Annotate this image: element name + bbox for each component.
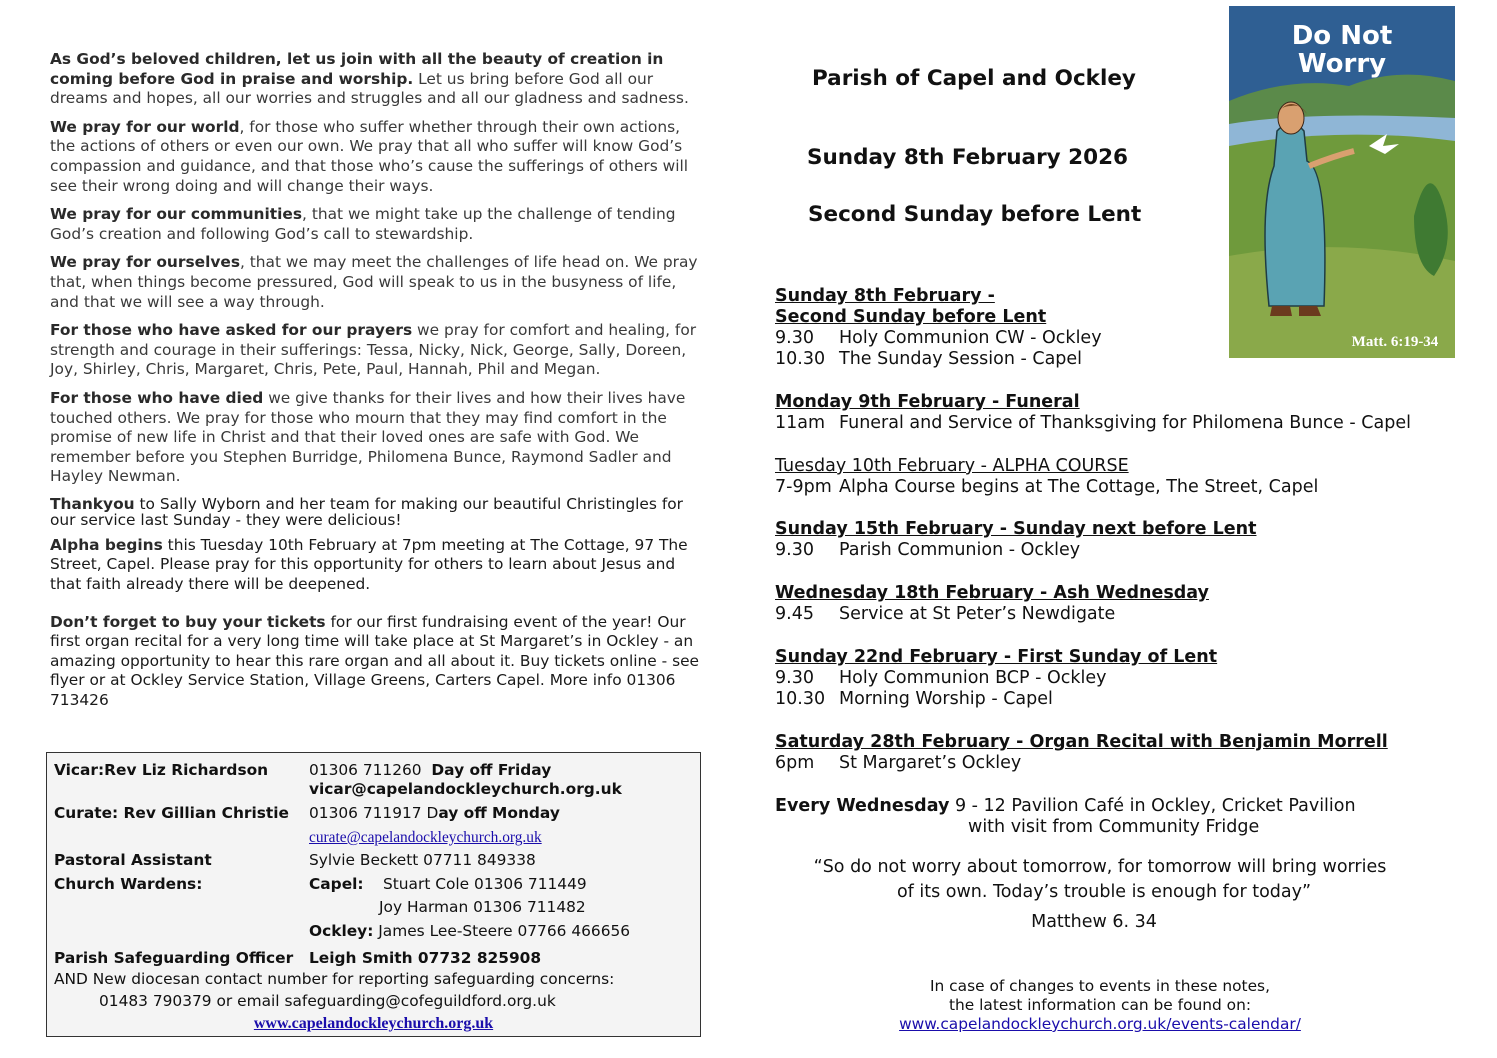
do-not-worry-poster: [1229, 6, 1455, 358]
schedule-heading: Sunday 15th February - Sunday next before Lent: [775, 519, 1257, 539]
service-date: Sunday 8th February 2026: [807, 145, 1129, 170]
vicar-label: Vicar:Rev Liz Richardson: [54, 761, 269, 779]
curate-label: Curate: Rev Gillian Christie: [54, 804, 290, 822]
prayers-column: [50, 50, 700, 720]
schedule-heading: Second Sunday before Lent: [775, 307, 1047, 327]
schedule-row: 9.30 Holy Communion BCP - Ockley: [775, 668, 1107, 688]
occasion-title: Second Sunday before Lent: [808, 202, 1142, 227]
schedule-heading: Monday 9th February - Funeral: [775, 392, 1080, 412]
schedule-week-2: [775, 519, 1256, 561]
schedule-row: 9.30 Parish Communion - Ockley: [775, 540, 1081, 560]
schedule-row: 6pm St Margaret’s Ockley: [775, 753, 1022, 773]
prayer-communities: We pray for our communities, that we might take up the challenge of tending God’s creation and following God’s call to stewardship.: [50, 205, 676, 243]
schedule-week-1: [775, 286, 1102, 370]
schedule-organ-recital: [775, 732, 1388, 774]
capel-warden-1: Stuart Cole 01306 711449: [383, 875, 587, 893]
schedule-row: 10.30 Morning Worship - Capel: [775, 689, 1053, 709]
capel-label: Capel:: [309, 875, 364, 893]
prayer-requests: For those who have asked for our prayers we pray for comfort and healing, for strength and courage in their sufferings: Tessa, Nicky, Nick, George, Sally, Doreen, Joy, Shirley, Chris, Margaret, Chris, Pete, Paul, Hannah, Phil and Megan.: [50, 321, 697, 379]
schedule-row: 7-9pm Alpha Course begins at The Cottage, The Street, Capel: [775, 477, 1319, 497]
vicar-details: 01306 711260 Day off Friday: [309, 761, 552, 779]
schedule-ash-wednesday: [775, 583, 1209, 625]
diocesan-line-2: 01483 790379 or email safeguarding@cofeguildford.org.uk: [99, 992, 556, 1010]
safeguarding-label: Parish Safeguarding Officer: [54, 949, 294, 967]
ockley-warden: Ockley: James Lee-Steere 07766 466656: [309, 922, 631, 940]
schedule-row: 10.30 The Sunday Session - Capel: [775, 349, 1083, 369]
wardens-label: Church Wardens:: [54, 875, 203, 893]
bible-quote-line-1: “So do not worry about tomorrow, for tomorrow will bring worries: [813, 857, 1387, 877]
schedule-alpha: [775, 456, 1318, 498]
poster-reference: Matt. 6:19-34: [1351, 334, 1439, 350]
schedule-row: 11am Funeral and Service of Thanksgiving for Philomena Bunce - Capel: [775, 413, 1411, 433]
schedule-heading: Tuesday 10th February - ALPHA COURSE: [775, 456, 1129, 476]
poster-title-line-1: Do Not: [1291, 21, 1393, 51]
schedule-every-wednesday: Every Wednesday 9 - 12 Pavilion Café in Ockley, Cricket Pavilion with visit from Community Fridge: [775, 796, 1356, 837]
pastoral-label: Pastoral Assistant: [54, 851, 212, 869]
schedule-week-3: [775, 647, 1217, 710]
prayer-world: We pray for our world, for those who suffer whether through their own actions, the actions of others or even our own. We pray that all who suffer will know God’s compassion and guidance, and that those who’s cause the sufferings of others will see their wrong doing and will change their ways.: [50, 117, 689, 195]
schedule-row: 9.30 Holy Communion CW - Ockley: [775, 328, 1102, 348]
changes-note: In case of changes to events in these notes, the latest information can be found on: www.capelandockleychurch.org.uk/events-calendar/: [870, 977, 1330, 1034]
diocesan-line-1: AND New diocesan contact number for reporting safeguarding concerns:: [54, 970, 615, 988]
poster-title-line-2: Worry: [1297, 49, 1387, 79]
parish-title: Parish of Capel and Ockley: [812, 66, 1136, 91]
poster-illustration: [1229, 6, 1455, 358]
schedule-funeral: [775, 392, 1411, 434]
bible-quote-line-2: of its own. Today’s trouble is enough for today”: [896, 882, 1312, 902]
notice-tickets: Don’t forget to buy your tickets for our first fundraising event of the year! Our first organ recital for a very long time will take place at St Margaret’s in Ockley - an amazing opportunity to hear this rare organ and all about it. Buy tickets online - see flyer or at Ockley Service Station, Village Greens, Carters Capel. More info 01306 713426: [50, 612, 700, 710]
bible-quote-reference: Matthew 6. 34: [1031, 912, 1157, 932]
prayer-intro: As God’s beloved children, let us join with all the beauty of creation in coming before God in praise and worship. Let us bring before God all our dreams and hopes, all our worries and struggles and all our gladness and sadness.: [50, 50, 689, 108]
schedule-heading: Wednesday 18th February - Ash Wednesday: [775, 583, 1209, 603]
pastoral-value: Sylvie Beckett 07711 849338: [309, 851, 536, 869]
capel-warden-2: Joy Harman 01306 711482: [379, 898, 586, 916]
notice-thanks: Thankyou to Sally Wyborn and her team for making our beautiful Christingles for our service last Sunday - they were delicious!: [50, 494, 683, 529]
notice-alpha: Alpha begins this Tuesday 10th February at 7pm meeting at The Cottage, 97 The Street, Capel. Please pray for this opportunity for others to learn about Jesus and that faith already there will be deepened.: [50, 535, 688, 594]
contacts-box: [46, 752, 701, 1037]
website-link-row: [47, 1012, 700, 1035]
vicar-email[interactable]: vicar@capelandockleychurch.org.uk: [309, 780, 622, 798]
schedule-heading: Saturday 28th February - Organ Recital with Benjamin Morrell: [775, 732, 1388, 752]
curate-details: 01306 711917 Day off Monday: [309, 804, 560, 822]
schedule-heading: Sunday 22nd February - First Sunday of Lent: [775, 647, 1218, 667]
curate-email[interactable]: curate@capelandockleychurch.org.uk: [309, 829, 542, 846]
prayer-ourselves: We pray for ourselves, that we may meet the challenges of life head on. We pray that, when things become pressured, God will speak to us in the busyness of life, and that we will see a way through.: [50, 253, 698, 311]
events-calendar-link[interactable]: www.capelandockleychurch.org.uk/events-calendar/: [899, 1015, 1301, 1033]
schedule-row: 9.45 Service at St Peter’s Newdigate: [775, 604, 1116, 624]
prayer-departed: For those who have died we give thanks for their lives and how their lives have touched others. We pray for those who mourn that they may find comfort in the promise of new life in Christ and that their loved ones are safe with God. We remember before you Stephen Burridge, Philomena Bunce, Raymond Sadler and Hayley Newman.: [50, 388, 686, 486]
schedule-heading: Sunday 8th February -: [775, 286, 995, 306]
safeguarding-value: Leigh Smith 07732 825908: [309, 949, 542, 967]
website-link[interactable]: www.capelandockleychurch.org.uk: [253, 1015, 494, 1032]
